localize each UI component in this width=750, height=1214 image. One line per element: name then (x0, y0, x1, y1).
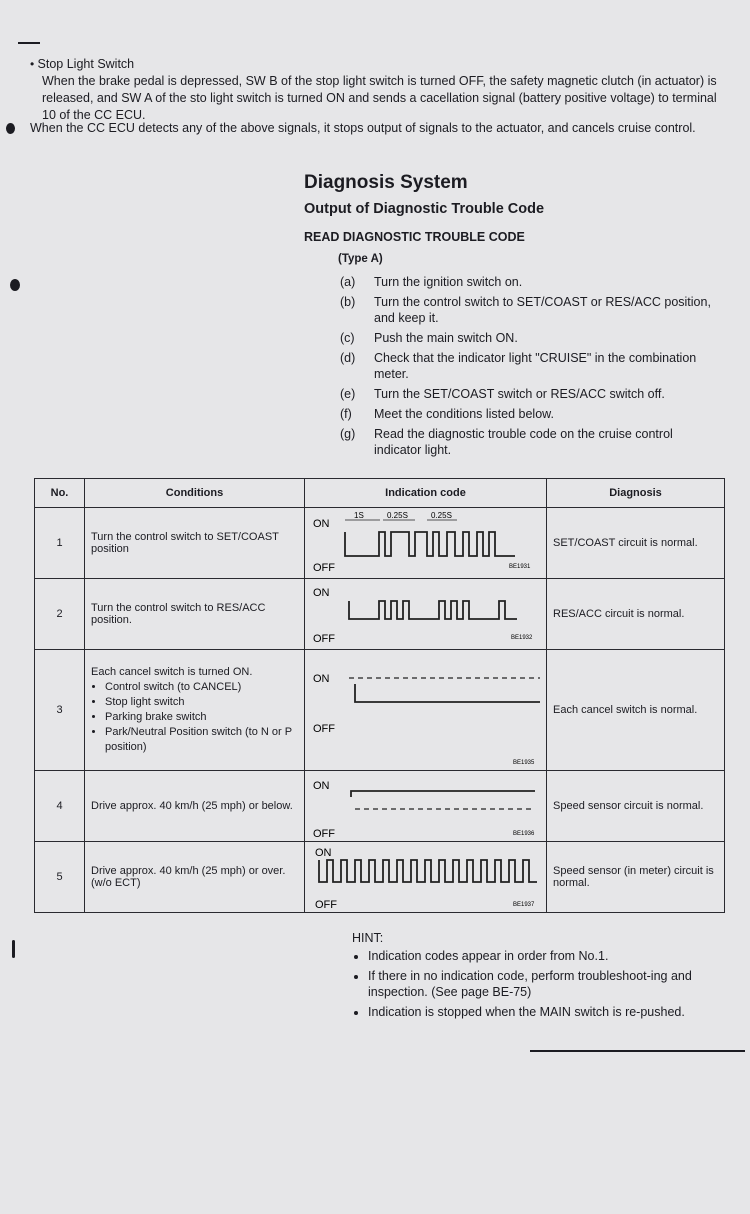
waveform-line (355, 684, 540, 702)
row-diagnosis: SET/COAST circuit is normal. (547, 508, 725, 579)
indication-code-cell (305, 508, 547, 579)
procedure-title: READ DIAGNOSTIC TROUBLE CODE (304, 230, 525, 244)
table-header (35, 479, 725, 508)
on-label: ON (313, 518, 330, 530)
condition-title: Each cancel switch is turned ON. (91, 666, 253, 678)
row-condition: Drive approx. 40 km/h (25 mph) or below. (85, 771, 305, 842)
header-conditions: Conditions (85, 479, 305, 508)
off-label: OFF (313, 562, 335, 574)
waveform-speed-low (305, 771, 547, 841)
indication-code-cell (305, 650, 547, 771)
indication-code-cell (305, 579, 547, 650)
figure-code: BE1932 (511, 635, 533, 641)
intro-bullet: • Stop Light Switch When the brake pedal is depressed, SW B of the stop light switch is turned OFF, the safety magnetic clutch (in actuator) is released, and SW A of the sto light switch is turned ON and sends a cacellation signal (battery positive voltage) to terminal 10 of the CC ECU. (30, 56, 720, 124)
table-row (35, 508, 725, 579)
row-number: 3 (35, 650, 85, 771)
waveform-cancel (305, 650, 547, 770)
waveform-line (349, 601, 517, 619)
figure-code: BE1936 (513, 831, 535, 837)
waveform-res-acc (305, 579, 547, 649)
procedure-type: (Type A) (338, 253, 383, 265)
row-number: 1 (35, 508, 85, 579)
step-item: (c) Push the main switch ON. (340, 331, 518, 345)
off-label: OFF (315, 899, 337, 911)
on-label: ON (313, 673, 330, 685)
bullet-title: Stop Light Switch (37, 57, 135, 71)
header-indication-code: Indication code (305, 479, 547, 508)
hint-list (352, 948, 732, 1020)
on-label: ON (313, 587, 330, 599)
timing-1s-label: 1S (354, 511, 364, 520)
section-title: Diagnosis System (304, 172, 468, 193)
row-diagnosis: Speed sensor (in meter) circuit is normal. (547, 842, 725, 913)
hint-block (352, 930, 732, 1024)
off-label: OFF (313, 633, 335, 645)
row-condition: Drive approx. 40 km/h (25 mph) or over. (w/o ECT) (85, 842, 305, 913)
step-item: (g) Read the diagnostic trouble code on the cruise control indicator light. (340, 427, 673, 457)
diagnosis-table (34, 478, 725, 913)
table-row (35, 579, 725, 650)
condition-item: • Parking brake switch (105, 710, 298, 725)
procedure-steps (340, 274, 720, 462)
table-row (35, 771, 725, 842)
step-item: (b) Turn the control switch to SET/COAST or RES/ACC position, and keep it. (340, 295, 711, 325)
table-row (35, 842, 725, 913)
row-diagnosis: Each cancel switch is normal. (547, 650, 725, 771)
waveform-speed-high (305, 842, 547, 912)
row-condition: Turn the control switch to SET/COAST position (85, 508, 305, 579)
figure-code: BE1935 (513, 760, 535, 766)
indication-code-cell (305, 771, 547, 842)
step-item: (f) Meet the conditions listed below. (340, 407, 554, 421)
row-condition (85, 650, 305, 771)
off-label: OFF (313, 828, 335, 840)
timing-025s-label: 0.25S (431, 511, 452, 520)
binder-hole-mark (10, 279, 20, 291)
header-diagnosis: Diagnosis (547, 479, 725, 508)
indication-code-cell (305, 842, 547, 913)
section-subtitle: Output of Diagnostic Trouble Code (304, 201, 545, 217)
off-label: OFF (313, 723, 335, 735)
scan-line (530, 1050, 745, 1052)
header-no: No. (35, 479, 85, 508)
row-diagnosis: Speed sensor circuit is normal. (547, 771, 725, 842)
timing-025s-label: 0.25S (387, 511, 408, 520)
row-number: 2 (35, 579, 85, 650)
waveform-line (345, 532, 515, 556)
scan-mark (18, 42, 40, 44)
binder-hole-mark (6, 123, 15, 134)
intro-paragraph: When the CC ECU detects any of the above signals, it stops output of signals to the actuator, and cancels cruise control. (30, 121, 696, 135)
hint-title: HINT: (352, 931, 384, 945)
bullet-text: When the brake pedal is depressed, SW B of the stop light switch is turned OFF, the safety magnetic clutch (in actuator) is released, and SW A of the sto light switch is turned ON and sends a cacellation signal (battery positive voltage) to terminal 10 of the CC ECU. (42, 74, 717, 122)
condition-list (91, 680, 298, 755)
step-item: (d) Check that the indicator light "CRUISE" in the combination meter. (340, 351, 697, 381)
row-number: 5 (35, 842, 85, 913)
row-condition: Turn the control switch to RES/ACC position. (85, 579, 305, 650)
hint-item: • Indication is stopped when the MAIN switch is re-pushed. (368, 1004, 732, 1020)
waveform-set-coast (305, 508, 547, 578)
on-label: ON (315, 847, 332, 859)
on-label: ON (313, 780, 330, 792)
row-number: 4 (35, 771, 85, 842)
waveform-line (319, 860, 537, 882)
table-row (35, 650, 725, 771)
scan-mark (12, 940, 15, 958)
waveform-line (351, 791, 535, 797)
condition-item: • Control switch (to CANCEL) (105, 680, 298, 695)
step-item: (e) Turn the SET/COAST switch or RES/ACC switch off. (340, 387, 665, 401)
hint-item: • Indication codes appear in order from No.1. (368, 948, 732, 964)
condition-item: • Park/Neutral Position switch (to N or P position) (105, 725, 298, 755)
figure-code: BE1937 (513, 902, 535, 908)
row-diagnosis: RES/ACC circuit is normal. (547, 579, 725, 650)
figure-code: BE1931 (509, 564, 531, 570)
hint-item: • If there in no indication code, perform troubleshoot-ing and inspection. (See page BE-75) (368, 968, 732, 1000)
step-item: (a) Turn the ignition switch on. (340, 275, 523, 289)
condition-item: • Stop light switch (105, 695, 298, 710)
